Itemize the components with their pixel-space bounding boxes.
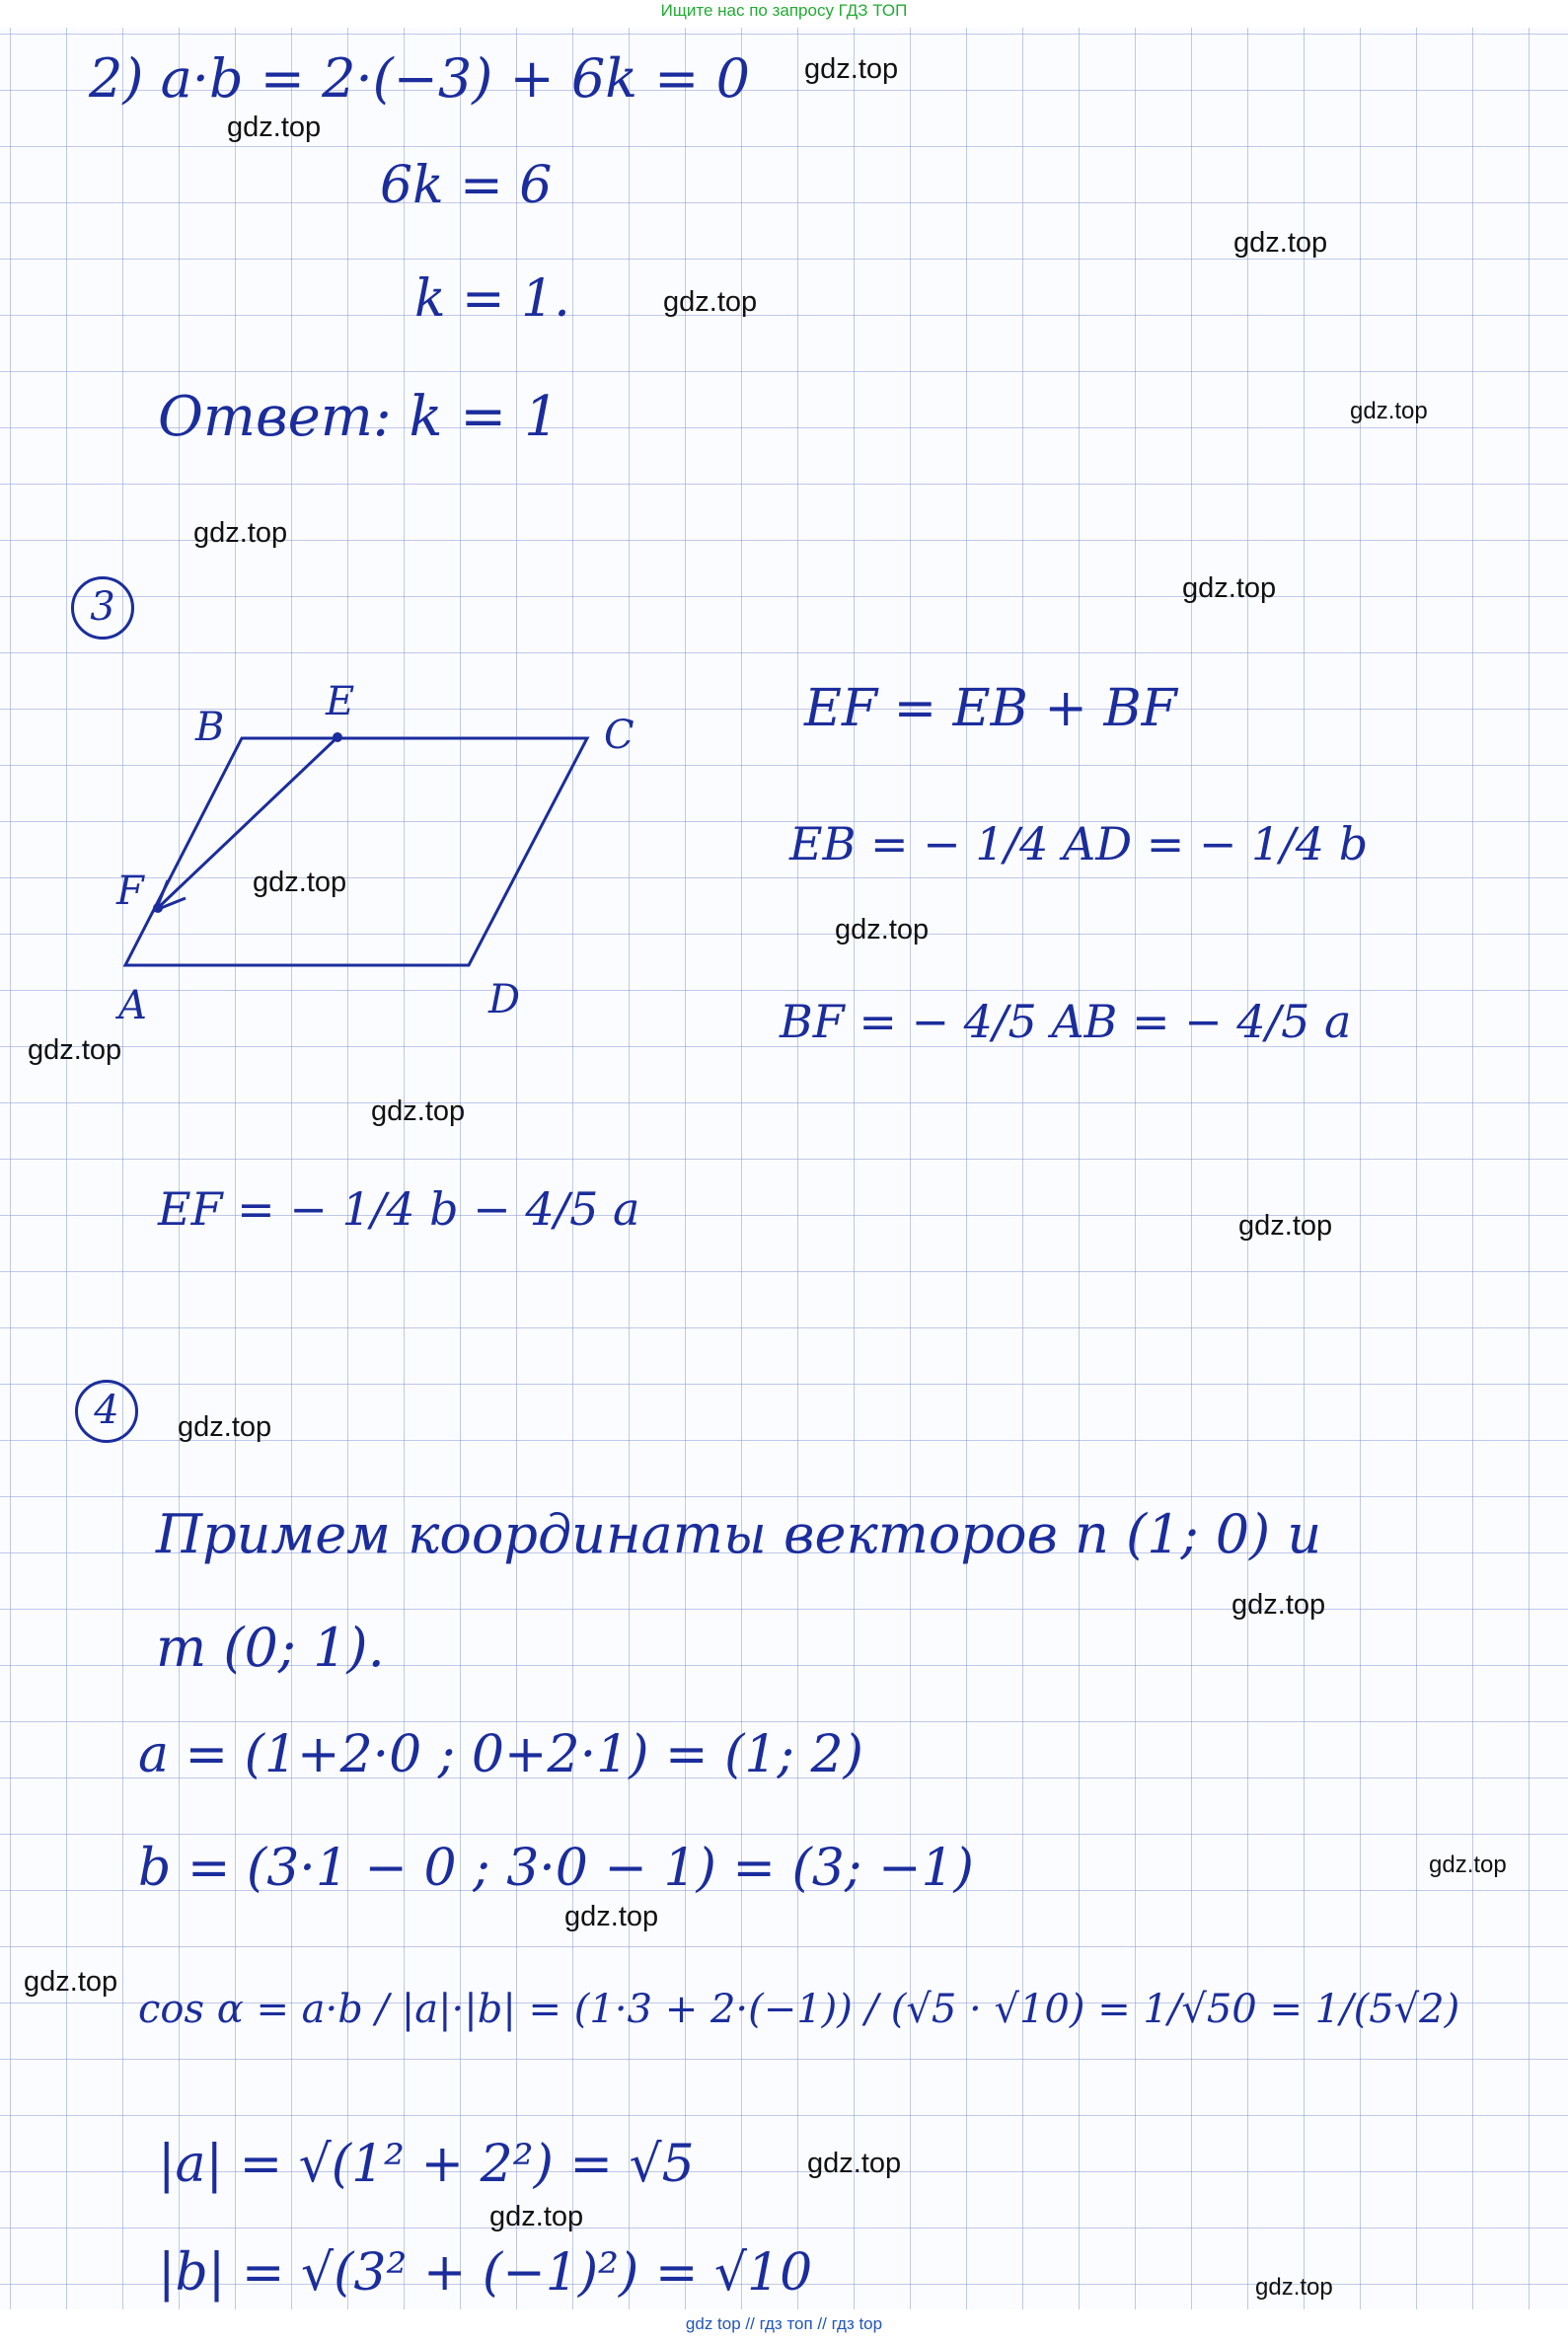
bottom-links: gdz top // гдз топ // гдз top (685, 2314, 883, 2333)
eq-part2-line3: k = 1. (414, 269, 570, 329)
answer-part2: Ответ: k = 1 (158, 385, 560, 449)
task4-number: 4 (75, 1380, 138, 1443)
eq-vector-b: b = (3·1 − 0 ; 3·0 − 1) = (3; −1) (138, 1839, 974, 1898)
watermark: gdz.top (371, 1096, 466, 1127)
point-f-dot (153, 903, 163, 913)
watermark: gdz.top (253, 867, 347, 898)
task4-text-line2: m (0; 1). (156, 1617, 385, 1679)
label-f: F (116, 869, 144, 914)
eq-part2-line1: 2) a·b = 2·(−3) + 6k = 0 (89, 47, 750, 110)
watermark: gdz.top (663, 286, 758, 318)
eq-vector-a: a = (1+2·0 ; 0+2·1) = (1; 2) (138, 1725, 863, 1784)
watermark: gdz.top (1232, 1589, 1326, 1621)
watermark: gdz.top (28, 1034, 122, 1066)
watermark: gdz.top (1429, 1852, 1507, 1878)
top-notice: Ищите нас по запросу ГДЗ ТОП (660, 1, 908, 20)
label-e: E (326, 679, 355, 724)
point-e-dot (333, 732, 342, 742)
watermark: gdz.top (804, 53, 899, 85)
label-c: C (604, 713, 635, 758)
watermark: gdz.top (178, 1411, 272, 1443)
watermark: gdz.top (807, 2148, 902, 2179)
watermark: gdz.top (227, 112, 322, 143)
watermark: gdz.top (489, 2201, 584, 2232)
watermark: gdz.top (1182, 572, 1277, 604)
eq-mod-a: |a| = √(1² + 2²) = √5 (158, 2135, 695, 2194)
watermark: gdz.top (564, 1901, 659, 1932)
task4-text-line1: Примем координаты векторов n (1; 0) и (156, 1503, 1322, 1565)
watermark: gdz.top (193, 517, 288, 549)
eq-task3-2: EB = − 1/4 AD = − 1/4 b (789, 817, 1369, 870)
eq-mod-b: |b| = √(3² + (−1)²) = √10 (158, 2243, 813, 2303)
watermark: gdz.top (1350, 398, 1428, 424)
eq-task3-3: BF = − 4/5 AB = − 4/5 a (780, 995, 1352, 1048)
eq-part2-line2: 6k = 6 (380, 156, 553, 215)
label-b: B (195, 705, 225, 750)
watermark: gdz.top (1255, 2274, 1333, 2301)
watermark: gdz.top (1233, 227, 1328, 259)
eq-task3-result: EF = − 1/4 b − 4/5 a (158, 1182, 640, 1236)
notebook-page (0, 28, 1568, 2309)
parallelogram-abcd (125, 738, 587, 965)
label-d: D (488, 977, 521, 1022)
watermark: gdz.top (24, 1966, 118, 1998)
eq-cos-alpha: cos α = a·b / |a|·|b| = (1·3 + 2·(−1)) / (√5 · √10) = 1/√50 = 1/(5√2) (138, 1987, 1460, 2032)
eq-task3-1: EF = EB + BF (804, 679, 1177, 738)
watermark: gdz.top (1238, 1210, 1333, 1242)
parallelogram-diagram (0, 28, 1568, 2309)
task3-number: 3 (71, 576, 134, 640)
watermark: gdz.top (835, 914, 930, 945)
label-a: A (118, 983, 147, 1028)
